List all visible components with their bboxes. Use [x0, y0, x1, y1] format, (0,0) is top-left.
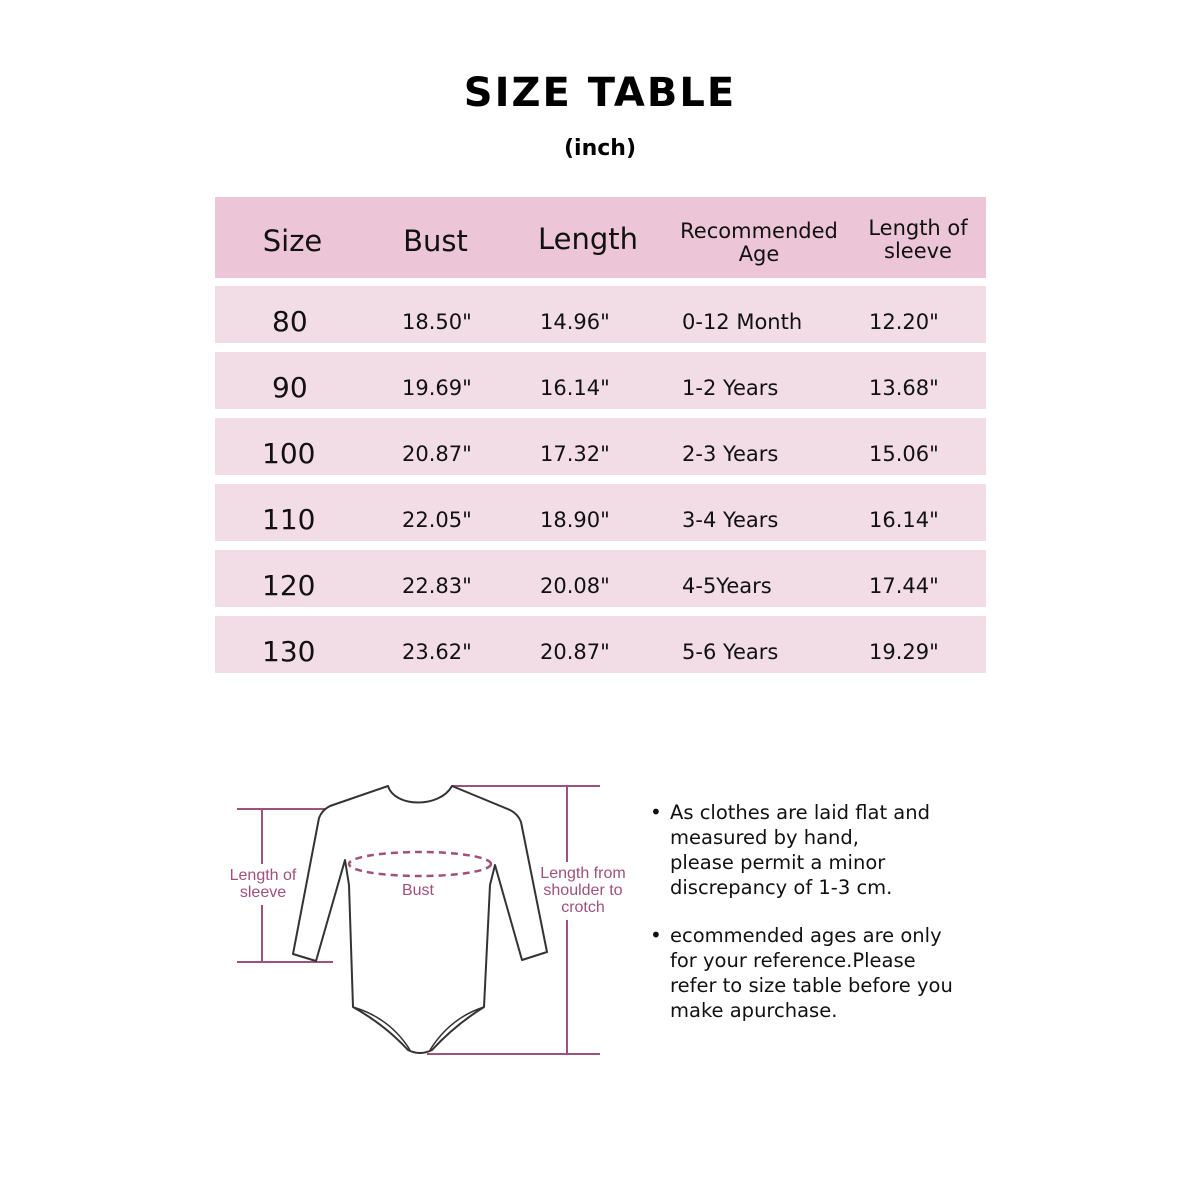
unit-label: (inch) [563, 136, 636, 161]
cell-sleeve: 16.14" [869, 507, 939, 532]
table-row [215, 484, 986, 541]
note-line: ecommended ages are only [670, 924, 942, 947]
cell-bust: 22.83" [402, 573, 472, 598]
table-row [215, 616, 986, 673]
cell-age: 4-5Years [682, 573, 772, 598]
cell-bust: 22.05" [402, 507, 472, 532]
header-age-line1: Recommended [680, 218, 838, 243]
bullet-icon: • [650, 800, 662, 824]
diagram-length-label [528, 865, 638, 916]
header-length: Length [537, 221, 639, 256]
note-item [650, 800, 980, 900]
header-recommended-age [677, 197, 841, 278]
cell-sleeve: 19.29" [869, 639, 939, 664]
header-size: Size [262, 223, 323, 258]
cell-size: 110 [262, 503, 316, 536]
note-line: make apurchase. [670, 999, 838, 1022]
cell-bust: 23.62" [402, 639, 472, 664]
bullet-icon: • [650, 923, 662, 947]
table-row [215, 286, 986, 343]
cell-sleeve: 12.20" [869, 309, 939, 334]
table-header [215, 197, 986, 278]
header-sleeve-line2: sleeve [884, 238, 952, 263]
diagram-sleeve-line2: sleeve [239, 884, 287, 901]
cell-length: 20.87" [540, 639, 610, 664]
cell-size: 100 [262, 437, 316, 470]
cell-age: 0-12 Month [682, 309, 803, 334]
diagram-sleeve-line1: Length of [229, 867, 297, 884]
cell-size: 90 [272, 371, 308, 404]
cell-age: 3-4 Years [682, 507, 779, 532]
header-bust: Bust [403, 223, 468, 258]
cell-length: 18.90" [540, 507, 610, 532]
table-row [215, 418, 986, 475]
cell-sleeve: 15.06" [869, 441, 939, 466]
table-row [215, 550, 986, 607]
note-line: As clothes are laid flat and [670, 801, 930, 824]
note-line: refer to size table before you [670, 974, 953, 997]
diagram-bust-label: Bust [401, 882, 434, 899]
bodysuit-diagram [215, 770, 615, 1070]
bodysuit-outline [293, 786, 547, 1053]
cell-length: 20.08" [540, 573, 610, 598]
cell-age: 5-6 Years [682, 639, 779, 664]
header-sleeve-line1: Length of [868, 215, 968, 240]
note-line: measured by hand, [670, 826, 859, 849]
diagram-length-line2: shoulder to [543, 882, 623, 899]
cell-length: 17.32" [540, 441, 610, 466]
note-line: discrepancy of 1-3 cm. [670, 876, 893, 899]
cell-length: 16.14" [540, 375, 610, 400]
cell-length: 14.96" [540, 309, 610, 334]
cell-sleeve: 13.68" [869, 375, 939, 400]
cell-bust: 20.87" [402, 441, 472, 466]
cell-size: 130 [262, 635, 316, 668]
cell-age: 1-2 Years [682, 375, 779, 400]
note-item [650, 923, 980, 1023]
diagram-length-line1: Length from [540, 865, 626, 882]
diagram-length-line3: crotch [561, 899, 605, 916]
note-line: for your reference.Please [670, 949, 916, 972]
table-row [215, 352, 986, 409]
cell-bust: 18.50" [402, 309, 472, 334]
header-sleeve [862, 197, 974, 278]
note-line: please permit a minor [670, 851, 886, 874]
cell-sleeve: 17.44" [869, 573, 939, 598]
cell-size: 80 [272, 305, 308, 338]
header-age-line2: Age [738, 241, 780, 266]
page-title: SIZE TABLE [463, 70, 737, 116]
cell-age: 2-3 Years [682, 441, 779, 466]
cell-size: 120 [262, 569, 316, 602]
cell-bust: 19.69" [402, 375, 472, 400]
diagram-sleeve-label [220, 867, 306, 901]
